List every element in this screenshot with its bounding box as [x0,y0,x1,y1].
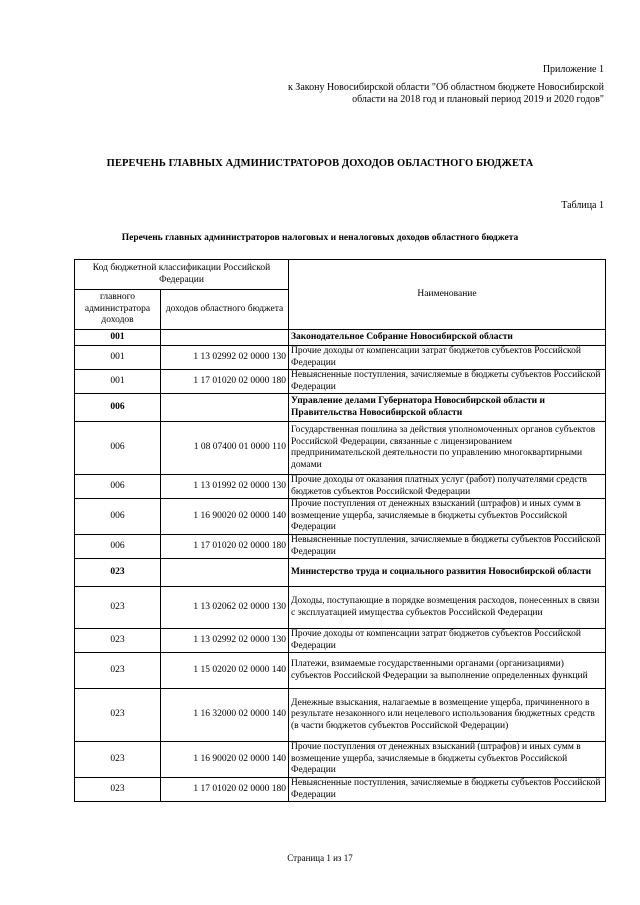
page-title: ПЕРЕЧЕНЬ ГЛАВНЫХ АДМИНИСТРАТОРОВ ДОХОДОВ ОБЛАСТНОГО БЮДЖЕТА [106,158,534,169]
table-row [75,559,606,587]
income-code-cell: 1 17 01020 02 0000 180 [161,778,289,802]
admin-code-cell: 006 [75,535,161,559]
table-label: Таблица 1 [561,200,604,211]
admin-code-cell: 023 [75,689,161,742]
page-footer: Страница 1 из 17 [287,853,353,863]
table-subtitle: Перечень главных администраторов налоговых и неналоговых доходов областного бюджета [121,233,519,243]
name-cell: Государственная пошлина за действия уполномоченных органов субъектов Российской Федерации, связанные с лицензированием предпринимательской деятельности по управлению многоквартирными домами [289,422,606,475]
table-row [75,394,606,422]
name-cell: Законодательное Собрание Новосибирской области [289,330,606,346]
name-cell: Министерство труда и социального развития Новосибирской области [289,559,606,587]
admin-code-cell: 023 [75,587,161,629]
name-cell: Невыясненные поступления, зачисляемые в бюджеты субъектов Российской Федерации [289,778,606,802]
table-row [75,742,606,778]
income-code-cell: 1 08 07400 01 0000 110 [161,422,289,475]
income-code-cell [161,394,289,422]
table-row [75,629,606,653]
income-code-cell: 1 17 01020 02 0000 180 [161,535,289,559]
name-cell: Прочие поступления от денежных взысканий (штрафов) и иных сумм в возмещение ущерба, зачисляемые в бюджеты субъектов Российской Федерации [289,742,606,778]
name-cell: Прочие доходы от компенсации затрат бюджетов субъектов Российской Федерации [289,629,606,653]
income-code-cell [161,559,289,587]
admin-code-cell: 006 [75,422,161,475]
income-code-cell [161,330,289,346]
header-name: Наименование [289,260,606,330]
name-cell: Управление делами Губернатора Новосибирской области и Правительства Новосибирской области [289,394,606,422]
appendix-title: Приложение 1 [542,64,604,75]
income-code-cell: 1 13 02062 02 0000 130 [161,587,289,629]
admin-code-cell: 023 [75,559,161,587]
income-code-cell: 1 16 90020 02 0000 140 [161,742,289,778]
table-row [75,330,606,346]
name-cell: Невыясненные поступления, зачисляемые в бюджеты субъектов Российской Федерации [289,370,606,394]
administrators-table [74,259,606,802]
name-cell: Прочие доходы от оказания платных услуг (работ) получателями средств бюджетов субъектов Российской Федерации [289,475,606,499]
name-cell: Прочие доходы от компенсации затрат бюджетов субъектов Российской Федерации [289,346,606,370]
table-row [75,535,606,559]
table-row [75,346,606,370]
admin-code-cell: 001 [75,346,161,370]
admin-code-cell: 006 [75,475,161,499]
income-code-cell: 1 13 02992 02 0000 130 [161,346,289,370]
admin-code-cell: 001 [75,370,161,394]
table-row [75,422,606,475]
income-code-cell: 1 16 90020 02 0000 140 [161,499,289,535]
name-cell: Денежные взыскания, налагаемые в возмещение ущерба, причиненного в результате незаконного или нецелевого использования бюджетных средств (в части бюджетов субъектов Российской Федерации) [289,689,606,742]
name-cell: Невыясненные поступления, зачисляемые в бюджеты субъектов Российской Федерации [289,535,606,559]
table-row [75,499,606,535]
income-code-cell: 1 13 02992 02 0000 130 [161,629,289,653]
admin-code-cell: 006 [75,499,161,535]
table-row [75,370,606,394]
table-row [75,587,606,629]
table-row [75,653,606,689]
appendix-reference: к Закону Новосибирской области "Об областном бюджете Новосибирской области на 2018 год и плановый период 2019 и 2020 годов" [287,82,604,105]
admin-code-cell: 023 [75,653,161,689]
table-row [75,778,606,802]
header-code-group: Код бюджетной классификации Российской Федерации [75,260,289,290]
income-code-cell: 1 16 32000 02 0000 140 [161,689,289,742]
income-code-cell: 1 17 01020 02 0000 180 [161,370,289,394]
name-cell: Доходы, поступающие в порядке возмещения расходов, понесенных в связи с эксплуатацией имущества субъектов Российской Федерации [289,587,606,629]
income-code-cell: 1 13 01992 02 0000 130 [161,475,289,499]
admin-code-cell: 023 [75,778,161,802]
table-row [75,475,606,499]
name-cell: Прочие поступления от денежных взысканий (штрафов) и иных сумм в возмещение ущерба, зачисляемые в бюджеты субъектов Российской Федерации [289,499,606,535]
table-body [75,330,606,802]
header-income: доходов областного бюджета [161,290,289,330]
income-code-cell: 1 15 02020 02 0000 140 [161,653,289,689]
admin-code-cell: 006 [75,394,161,422]
admin-code-cell: 001 [75,330,161,346]
admin-code-cell: 023 [75,629,161,653]
header-admin: главного администратора доходов [75,290,161,330]
table-row [75,689,606,742]
admin-code-cell: 023 [75,742,161,778]
name-cell: Платежи, взимаемые государственными органами (организациями) субъектов Российской Федерации за выполнение определенных функций [289,653,606,689]
